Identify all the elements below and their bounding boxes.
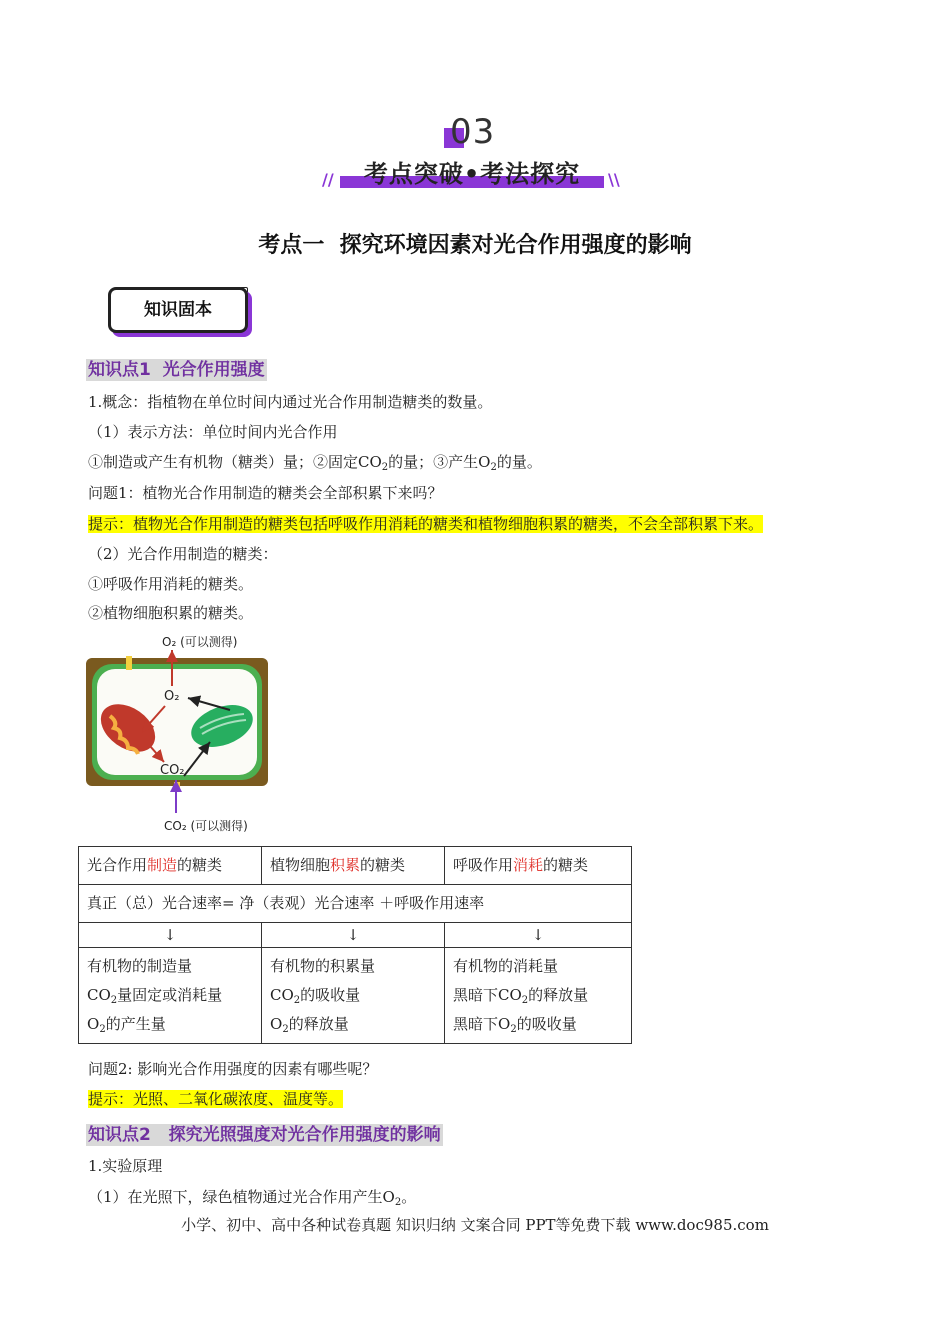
- question-2: 问题2: 影响光合作用强度的因素有哪些呢？: [88, 1060, 378, 1078]
- sugar-item-1: ①呼吸作用消耗的糖类。: [88, 575, 254, 593]
- page-footer: 小学、初中、高中各种试卷真题 知识归纳 文案合同 PPT等免费下载 www.doc985.com: [181, 1216, 769, 1234]
- table-header-row: 光合作用制造的糖类 植物细胞积累的糖类 呼吸作用消耗的糖类: [79, 847, 632, 885]
- sugar-line: （2）光合作用制造的糖类：: [88, 545, 278, 563]
- kp1-title: 光合作用强度: [162, 360, 265, 380]
- question-1: 问题1：植物光合作用制造的糖类会全部积累下来吗？: [88, 484, 443, 502]
- measures-line: ①制造或产生有机物（糖类）量；②固定$CO_2$的量；③产生$O_2$的量。: [88, 453, 542, 473]
- table-detail-row: 有机物的制造量 $CO_2$量固定或消耗量 $O_2$的产生量 有机物的积累量 $CO_2$的吸收量 $O_2$的释放量 有机物的消耗量 黑暗下$CO_2$的释放量 黑暗下$O_2$的吸收量: [79, 948, 632, 1044]
- concept-line: 1.概念：指植物在单位时间内通过光合作用制造糖类的数量。: [88, 393, 493, 411]
- table-formula-row: 真正（总）光合速率= 净（表观）光合速率 ＋呼吸作用速率: [79, 885, 632, 923]
- hint-2: 提示：光照、二氧化碳浓度、温度等。: [88, 1090, 344, 1108]
- kp2-heading: [86, 1120, 443, 1145]
- kp2-title: 探究光照强度对光合作用强度的影响: [168, 1125, 441, 1145]
- kp2-label: 知识点2: [88, 1125, 151, 1145]
- rate-relation-table: [78, 846, 632, 1044]
- down-arrow-icon: ↓: [79, 923, 262, 948]
- knowledge-badge: 知识固本: [108, 287, 248, 333]
- exam-point-heading: [0, 228, 950, 259]
- kp1-heading: [86, 355, 267, 380]
- kp1-label: 知识点1: [88, 360, 151, 380]
- co2-label: CO₂: [160, 763, 185, 778]
- principle-heading: 1.实验原理: [88, 1157, 163, 1175]
- down-arrow-icon: ↓: [262, 923, 445, 948]
- hint-1: 提示：植物光合作用制造的糖类包括呼吸作用消耗的糖类和植物细胞积累的糖类，不会全部积累下来。: [88, 515, 764, 533]
- o2-label: O₂: [164, 689, 180, 704]
- o2-measurable-label: O₂ (可以测得): [162, 635, 238, 649]
- section-number: 03: [450, 112, 496, 152]
- principle-line-1: （1）在光照下，绿色植物通过光合作用产生$O_2$。: [88, 1188, 417, 1208]
- cell-diagram: [80, 628, 280, 843]
- exam-point-title: 探究环境因素对光合作用强度的影响: [339, 233, 692, 258]
- sugar-item-2: ②植物细胞积累的糖类。: [88, 604, 254, 622]
- table-arrow-row: [79, 923, 632, 948]
- method-line: （1）表示方法：单位时间内光合作用: [88, 423, 338, 441]
- slash-decoration-left: //: [322, 170, 334, 189]
- slash-decoration-right: \\: [608, 170, 620, 189]
- exam-point-label: 考点一: [258, 233, 325, 258]
- down-arrow-icon: ↓: [445, 923, 632, 948]
- section-title: 考点突破•考法探究: [363, 160, 581, 188]
- co2-measurable-label: CO₂ (可以测得): [164, 819, 248, 833]
